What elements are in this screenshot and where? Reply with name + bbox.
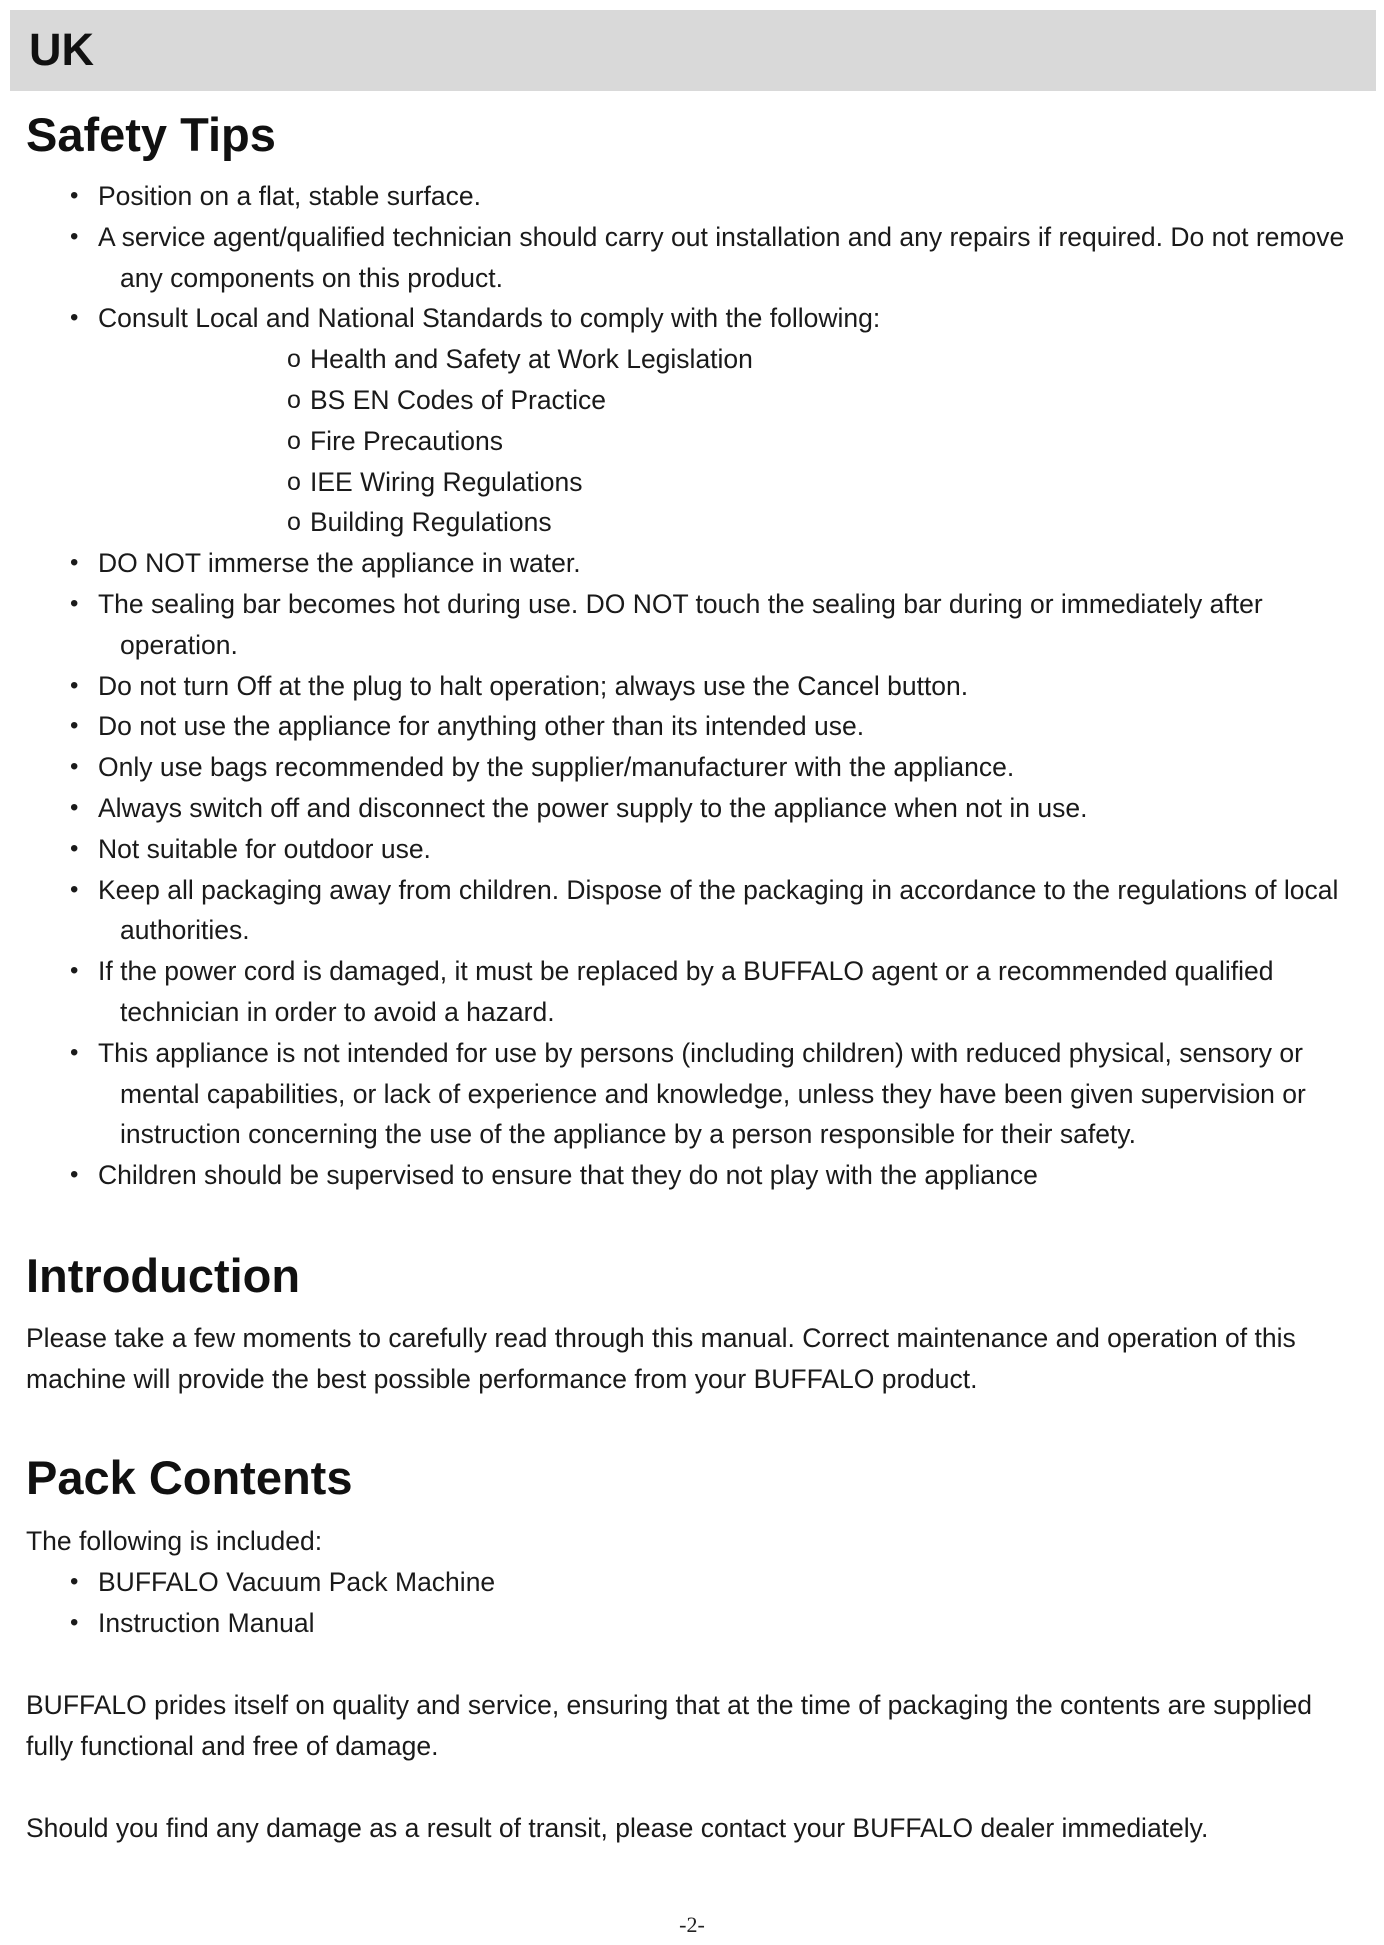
damage-notice: Should you find any damage as a result of transit, please contact your BUFFALO dealer immediately.: [26, 1813, 1209, 1843]
list-item: • BUFFALO Vacuum Pack Machine: [0, 1562, 1370, 1603]
introduction-heading: Introduction: [26, 1249, 301, 1302]
quality-statement: BUFFALO prides itself on quality and service, ensuring that at the time of packaging the contents are supplied fully functional and free of damage.: [26, 1690, 1312, 1761]
safety-tips-heading: Safety Tips: [26, 108, 276, 161]
list-item: [0, 298, 1370, 543]
introduction-text: Please take a few moments to carefully read through this manual. Correct maintenance and operation of this machine will provide the best possible performance from your BUFFALO product.: [26, 1323, 1296, 1394]
list-item: • Not suitable for outdoor use.: [0, 829, 1370, 870]
list-item: • Always switch off and disconnect the power supply to the appliance when not in use.: [0, 788, 1370, 829]
list-item: • The sealing bar becomes hot during use. DO NOT touch the sealing bar during or immediately after operation.: [0, 584, 1370, 666]
sublist-item: o Building Regulations: [120, 502, 1350, 543]
list-item: • Do not turn Off at the plug to halt operation; always use the Cancel button.: [0, 666, 1370, 707]
page-number: -2-: [679, 1912, 705, 1937]
list-item-text: Consult Local and National Standards to comply with the following:: [98, 303, 881, 334]
list-item: • DO NOT immerse the appliance in water.: [0, 543, 1370, 584]
list-item: • Keep all packaging away from children. Dispose of the packaging in accordance to the regulations of local authorities.: [0, 870, 1370, 952]
sublist-item: o BS EN Codes of Practice: [120, 380, 1350, 421]
language-label: UK: [29, 24, 94, 75]
language-header-bar: [10, 10, 1376, 91]
list-item: • Position on a flat, stable surface.: [0, 176, 1370, 217]
list-item: • Children should be supervised to ensure that they do not play with the appliance: [0, 1155, 1370, 1196]
list-item: • Do not use the appliance for anything other than its intended use.: [0, 706, 1370, 747]
pack-contents-list: [0, 1562, 1370, 1644]
list-item: • Instruction Manual: [0, 1603, 1370, 1644]
standards-sublist: [120, 339, 1350, 543]
list-item: • Only use bags recommended by the supplier/manufacturer with the appliance.: [0, 747, 1370, 788]
sublist-item: o Health and Safety at Work Legislation: [120, 339, 1350, 380]
sublist-item: o Fire Precautions: [120, 421, 1350, 462]
sublist-item: o IEE Wiring Regulations: [120, 462, 1350, 503]
list-item: • This appliance is not intended for use by persons (including children) with reduced physical, sensory or mental capabilities, or lack of experience and knowledge, unless they have been given supervision or instruction concerning the use of the appliance by a person responsible for their safety.: [0, 1033, 1370, 1155]
pack-contents-intro: The following is included:: [26, 1526, 323, 1556]
list-item: • A service agent/qualified technician should carry out installation and any repairs if required. Do not remove any components on this product.: [0, 217, 1370, 299]
safety-tips-list: [0, 176, 1370, 1196]
list-item: • If the power cord is damaged, it must be replaced by a BUFFALO agent or a recommended qualified technician in order to avoid a hazard.: [0, 951, 1370, 1033]
pack-contents-heading: Pack Contents: [26, 1451, 353, 1504]
